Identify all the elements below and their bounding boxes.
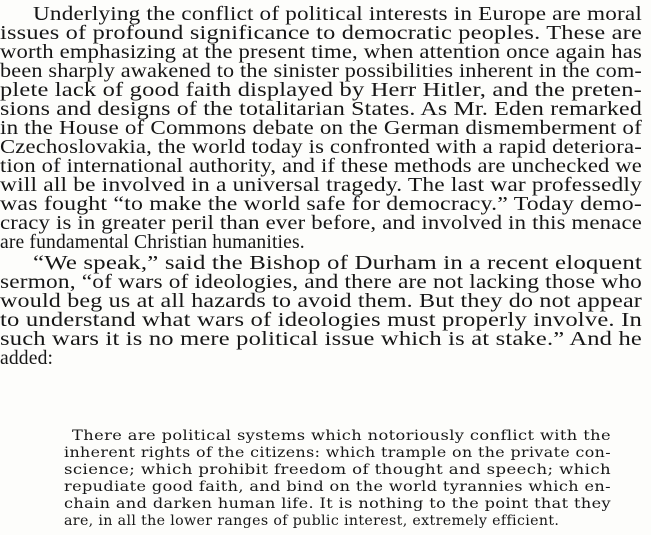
- quote-line-6: are, in all the lower ranges of public interest, extremely efficient.: [64, 513, 560, 529]
- quote-line-2: inherent rights of the citizens: which trample on the private con-: [64, 445, 611, 461]
- paragraph-2-line-3: would beg us at all hazards to avoid them. But they do not appear: [0, 291, 642, 312]
- paragraph-2-line-2: sermon, “of wars of ideologies, and there are not lacking those who: [0, 272, 642, 293]
- paragraph-2-line-1: “We speak,” said the Bishop of Durham in a recent eloquent: [33, 253, 642, 274]
- quote-line-4: repudiate good faith, and bind on the world tyrannies which en-: [64, 479, 611, 495]
- paragraph-2-line-4: to understand what wars of ideologies must properly involve. In: [0, 310, 642, 331]
- paragraph-1-line-10: will all be involved in a universal tragedy. The last war professedly: [0, 175, 642, 196]
- quote-line-1: There are political systems which notoriously conflict with the: [72, 428, 611, 444]
- paragraph-1-line-3: worth emphasizing at the present time, when attention once again has: [0, 42, 642, 63]
- paragraph-1-line-7: in the House of Commons debate on the German dismemberment of: [0, 118, 642, 139]
- paragraph-1-line-2: issues of profound significance to democratic peoples. These are: [0, 23, 642, 44]
- paragraph-1-line-12: cracy is in greater peril than ever before, and involved in this menace: [0, 213, 642, 234]
- paragraph-2-line-6: added:: [0, 348, 54, 369]
- paragraph-1-line-4: been sharply awakened to the sinister possibilities inherent in the com-: [0, 61, 642, 82]
- paragraph-1-line-8: Czechoslovakia, the world today is confronted with a rapid deteriora-: [0, 137, 642, 158]
- quote-line-5: chain and darken human life. It is nothing to the point that they: [64, 496, 611, 512]
- paragraph-1-line-1: Underlying the conflict of political interests in Europe are moral: [33, 4, 642, 25]
- paragraph-2-line-5: such wars it is no mere political issue which is at stake.” And he: [0, 329, 642, 350]
- paragraph-1-line-11: was fought “to make the world safe for democracy.” Today demo-: [0, 194, 642, 215]
- paragraph-1-line-13: are fundamental Christian humanities.: [0, 232, 305, 253]
- paragraph-1-line-6: sions and designs of the totalitarian States. As Mr. Eden remarked: [0, 99, 642, 120]
- quote-line-3: science; which prohibit freedom of thought and speech; which: [64, 462, 611, 478]
- paragraph-1-line-5: plete lack of good faith displayed by Herr Hitler, and the preten-: [0, 80, 642, 101]
- paragraph-1-line-9: tion of international authority, and if these methods are unchecked we: [0, 156, 642, 177]
